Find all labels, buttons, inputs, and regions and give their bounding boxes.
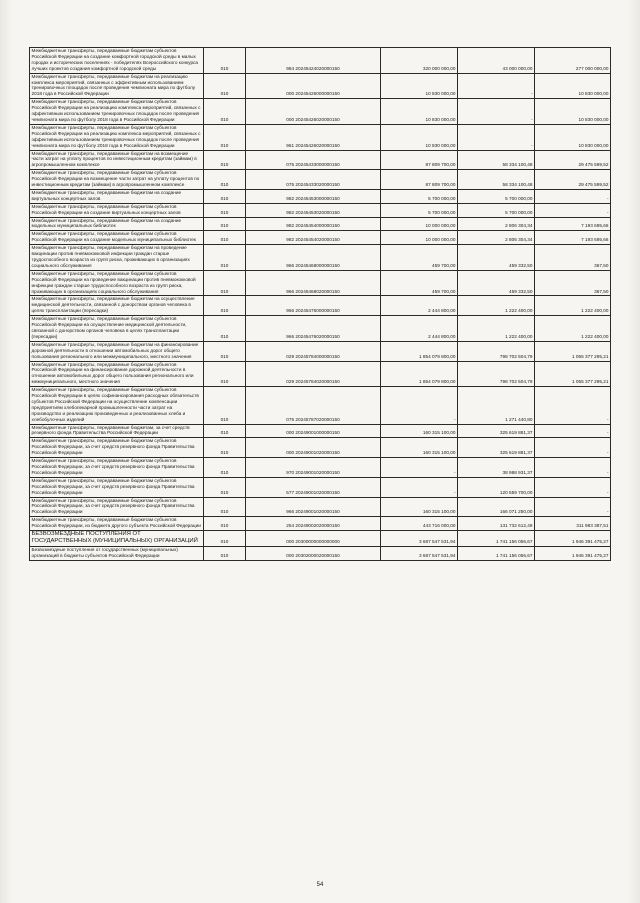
row-executed-value: 1 222 400,00 — [458, 316, 535, 342]
table-row — [30, 477, 611, 497]
row-unexecuted-value: 10 830 000,00 — [535, 73, 611, 99]
row-unexecuted-value: - — [535, 424, 611, 438]
row-executed-value: 2 806 304,34 — [458, 231, 535, 245]
table-row — [30, 217, 611, 231]
table-row — [30, 517, 611, 531]
row-executed-value: - — [458, 124, 535, 150]
row-name: Межбюджетные трансферты, передаваемые бюджетам на возмещение части затрат на уплату процентов по инвестиционным кредитам (займам) в агропромышленном комплексе — [30, 150, 204, 170]
row-line-code: 010 — [204, 296, 246, 316]
row-approved-value: 320 000 000,00 — [381, 48, 458, 74]
table-row — [30, 424, 611, 438]
row-executed-value: 120 559 700,00 — [458, 477, 535, 497]
row-line-code: 010 — [204, 270, 246, 296]
row-executed-value: 798 702 504,79 — [458, 361, 535, 387]
row-executed-value: 1 741 156 056,67 — [458, 531, 535, 547]
row-budget-code: 982 20245454000000150 — [246, 217, 381, 231]
row-executed-value: 5 700 000,00 — [458, 203, 535, 217]
row-line-code: 010 — [204, 546, 246, 560]
row-unexecuted-value: - — [535, 477, 611, 497]
row-budget-code: 029 20245784020000150 — [246, 361, 381, 387]
row-executed-value: 166 071 250,00 — [458, 497, 535, 517]
row-budget-code: 966 20245468020000150 — [246, 270, 381, 296]
row-line-code: 010 — [204, 73, 246, 99]
table-row — [30, 150, 611, 170]
row-approved-value: 2 444 800,00 — [381, 296, 458, 316]
row-line-code: 010 — [204, 170, 246, 190]
row-approved-value: 160 315 100,00 — [381, 424, 458, 438]
row-unexecuted-value: 1 946 391 475,27 — [535, 546, 611, 560]
row-line-code: 010 — [204, 438, 246, 458]
row-name: Межбюджетные трансферты, передаваемые бюджетам, за счет средств резервного фонда Правительства Российской Федерации — [30, 424, 204, 438]
row-approved-value: 160 315 100,00 — [381, 497, 458, 517]
row-line-code: 010 — [204, 124, 246, 150]
row-name: Межбюджетные трансферты, передаваемые бюджетам субъектов Российской Федерации на создание комфортной городской среды в малых городах и исторических поселениях - победителях Всероссийского конкурса лучших проектов создания комфортной городской среды — [30, 48, 204, 74]
row-budget-code: 577 20249001020000150 — [246, 477, 381, 497]
row-name: Межбюджетные трансферты, передаваемые бюджетам на проведение вакцинации против пневмококковой инфекции граждан старше трудоспособного возраста из групп риска, проживающих в организациях социального обслуживания — [30, 245, 204, 271]
row-executed-value: 131 732 612,49 — [458, 517, 535, 531]
row-approved-value: - — [381, 477, 458, 497]
row-name: Межбюджетные трансферты, передаваемые бюджетам субъектов Российской Федерации, за счет средств резервного фонда Правительства Российской Федерации — [30, 477, 204, 497]
table-row — [30, 546, 611, 560]
row-unexecuted-value: - — [535, 189, 611, 203]
row-executed-value: - — [458, 99, 535, 125]
row-approved-value: 443 716 000,00 — [381, 517, 458, 531]
row-budget-code: 966 20245476020000150 — [246, 316, 381, 342]
row-name: Межбюджетные трансферты, передаваемые бюджетам субъектов Российской Федерации на создание модельных муниципальных библиотек — [30, 231, 204, 245]
row-approved-value: 10 830 000,00 — [381, 99, 458, 125]
row-budget-code: 970 20249001020000150 — [246, 458, 381, 478]
row-budget-code: 254 20249002020000150 — [246, 517, 381, 531]
row-unexecuted-value: 10 830 000,00 — [535, 99, 611, 125]
row-unexecuted-value: 7 193 695,66 — [535, 231, 611, 245]
row-name: Межбюджетные трансферты, передаваемые бюджетам субъектов Российской Федерации, из бюджета другого субъекта Российской Федерации — [30, 517, 204, 531]
table-row — [30, 231, 611, 245]
row-approved-value: 3 687 547 531,94 — [381, 546, 458, 560]
row-unexecuted-value: - — [535, 458, 611, 478]
row-executed-value: 1 741 156 056,67 — [458, 546, 535, 560]
row-budget-code: 000 20249001020000150 — [246, 438, 381, 458]
row-name: Межбюджетные трансферты, передаваемые бюджетам субъектов Российской Федерации, за счет средств резервного фонда Правительства Российской Федерации — [30, 438, 204, 458]
row-unexecuted-value: - — [535, 497, 611, 517]
row-unexecuted-value: 367,50 — [535, 245, 611, 271]
row-line-code: 010 — [204, 361, 246, 387]
row-line-code: 010 — [204, 316, 246, 342]
row-name: Межбюджетные трансферты, передаваемые бюджетам субъектов Российской Федерации на реализацию комплекса мероприятий, связанных с эффективным использованием тренировочных площадок после проведения чемпионата мира по футболу 2018 года в Российской Федерации — [30, 124, 204, 150]
row-unexecuted-value: 1 055 377 295,21 — [535, 361, 611, 387]
table-row — [30, 296, 611, 316]
row-name: БЕЗВОЗМЕЗДНЫЕ ПОСТУПЛЕНИЯ ОТ ГОСУДАРСТВЕННЫХ (МУНИЦИПАЛЬНЫХ) ОРГАНИЗАЦИЙ — [30, 531, 204, 547]
row-name: Межбюджетные трансферты, передаваемые бюджетам на создание виртуальных концертных залов — [30, 189, 204, 203]
row-line-code: 010 — [204, 245, 246, 271]
table-row — [30, 497, 611, 517]
row-approved-value: 1 854 079 800,00 — [381, 341, 458, 361]
row-budget-code: 000 20249001000000150 — [246, 424, 381, 438]
row-unexecuted-value: 1 946 391 475,27 — [535, 531, 611, 547]
row-budget-code: 982 20245453000000150 — [246, 189, 381, 203]
row-line-code: 010 — [204, 217, 246, 231]
table-body — [30, 48, 611, 561]
table-row — [30, 48, 611, 74]
row-name: Межбюджетные трансферты, передаваемые бюджетам субъектов Российской Федерации, за счет средств резервного фонда Правительства Российской Федерации — [30, 497, 204, 517]
page-number: 54 — [316, 882, 324, 888]
row-approved-value: 160 315 100,00 — [381, 438, 458, 458]
row-budget-code: 000 20302000020000150 — [246, 546, 381, 560]
row-name: Межбюджетные трансферты, передаваемые бюджетам субъектов Российской Федерации на осуществление медицинской деятельности, связанной с донорством органов человека в целях трансплантации (пересадки) — [30, 316, 204, 342]
row-line-code: 010 — [204, 458, 246, 478]
row-unexecuted-value: 1 222 400,00 — [535, 316, 611, 342]
row-budget-code: 984 20245424020000150 — [246, 48, 381, 74]
row-budget-code: 029 20245784000000150 — [246, 341, 381, 361]
budget-execution-table — [29, 47, 611, 561]
row-approved-value: 10 000 000,00 — [381, 231, 458, 245]
row-budget-code: 000 20245426020000150 — [246, 99, 381, 125]
row-approved-value: 87 809 700,00 — [381, 150, 458, 170]
row-name: Межбюджетные трансферты, передаваемые бюджетам на создание модельных муниципальных библиотек — [30, 217, 204, 231]
row-executed-value: - — [458, 73, 535, 99]
row-approved-value: 2 444 800,00 — [381, 316, 458, 342]
row-executed-value: 38 988 931,37 — [458, 458, 535, 478]
row-approved-value: 3 687 547 531,94 — [381, 531, 458, 547]
row-approved-value: 5 700 000,00 — [381, 203, 458, 217]
row-executed-value: 325 619 881,37 — [458, 424, 535, 438]
table-row — [30, 438, 611, 458]
row-executed-value: 459 332,50 — [458, 245, 535, 271]
row-unexecuted-value: - — [535, 438, 611, 458]
row-executed-value: 5 700 000,00 — [458, 189, 535, 203]
row-executed-value: 1 222 400,00 — [458, 296, 535, 316]
row-approved-value: 5 700 000,00 — [381, 189, 458, 203]
row-line-code: 010 — [204, 517, 246, 531]
row-unexecuted-value: 29 475 599,52 — [535, 150, 611, 170]
row-executed-value: 798 702 504,79 — [458, 341, 535, 361]
row-executed-value: 43 000 000,00 — [458, 48, 535, 74]
row-budget-code: 075 20245433020000150 — [246, 170, 381, 190]
row-budget-code: 000 20300000000000000 — [246, 531, 381, 547]
row-line-code: 010 — [204, 497, 246, 517]
row-line-code: 010 — [204, 477, 246, 497]
row-name: Межбюджетные трансферты, передаваемые бюджетам субъектов Российской Федерации, за счет средств резервного фонда Правительства Российской Федерации — [30, 458, 204, 478]
row-budget-code: 961 20245426020000150 — [246, 124, 381, 150]
table-row — [30, 203, 611, 217]
row-approved-value: 10 830 000,00 — [381, 124, 458, 150]
row-line-code: 010 — [204, 531, 246, 547]
row-unexecuted-value: 10 830 000,00 — [535, 124, 611, 150]
row-approved-value: - — [381, 458, 458, 478]
row-name: Межбюджетные трансферты, передаваемые бюджетам на осуществление медицинской деятельности, связанной с донорством органов человека в целях трансплантации (пересадки) — [30, 296, 204, 316]
row-name: Межбюджетные трансферты, передаваемые бюджетам субъектов Российской Федерации на создание виртуальных концертных залов — [30, 203, 204, 217]
row-unexecuted-value: 277 000 000,00 — [535, 48, 611, 74]
row-line-code: 010 — [204, 341, 246, 361]
table-row — [30, 458, 611, 478]
table-row — [30, 170, 611, 190]
row-name: Межбюджетные трансферты, передаваемые бюджетам субъектов Российской Федерации на финансирование дорожной деятельности в отношении автомобильных дорог общего пользования регионального или межмуниципального, местного значения — [30, 361, 204, 387]
table-row — [30, 361, 611, 387]
row-unexecuted-value: 367,50 — [535, 270, 611, 296]
row-line-code: 010 — [204, 387, 246, 424]
row-budget-code: 966 20245476000000150 — [246, 296, 381, 316]
table-row — [30, 124, 611, 150]
row-line-code: 010 — [204, 189, 246, 203]
row-line-code: 010 — [204, 150, 246, 170]
row-unexecuted-value: 1 055 377 295,21 — [535, 341, 611, 361]
row-line-code: 010 — [204, 424, 246, 438]
row-name: Межбюджетные трансферты, передаваемые бюджетам субъектов Российской Федерации на реализацию комплекса мероприятий, связанных с эффективным использованием тренировочных площадок после проведения чемпионата мира по футболу 2018 года в Российской Федерации — [30, 99, 204, 125]
row-budget-code: 075 20245433000000150 — [246, 150, 381, 170]
row-executed-value: 58 334 100,48 — [458, 170, 535, 190]
row-approved-value: 459 700,00 — [381, 270, 458, 296]
row-executed-value: 1 271 440,80 — [458, 387, 535, 424]
table-row — [30, 341, 611, 361]
table-row — [30, 245, 611, 271]
row-name: Безвозмездные поступления от государственных (муниципальных) организаций в бюджеты субъектов Российской Федерации — [30, 546, 204, 560]
row-executed-value: 2 806 304,34 — [458, 217, 535, 231]
row-budget-code: 966 20245468000000150 — [246, 245, 381, 271]
table-row — [30, 387, 611, 424]
row-name: Межбюджетные трансферты, передаваемые бюджетам на финансирование дорожной деятельности в отношении автомобильных дорог общего пользования регионального или межмуниципального, местного значения — [30, 341, 204, 361]
row-budget-code: 982 20245454020000150 — [246, 231, 381, 245]
table-row — [30, 189, 611, 203]
row-budget-code: 075 20245787020000150 — [246, 387, 381, 424]
row-name: Межбюджетные трансферты, передаваемые бюджетам субъектов Российской Федерации на проведение вакцинации против пневмококковой инфекции граждан старше трудоспособного возраста из групп риска, проживающих в организациях социального обслуживания — [30, 270, 204, 296]
table-row — [30, 316, 611, 342]
row-unexecuted-value: 1 222 400,00 — [535, 296, 611, 316]
row-approved-value: 1 854 079 800,00 — [381, 361, 458, 387]
row-unexecuted-value: 311 983 387,51 — [535, 517, 611, 531]
row-approved-value: - — [381, 387, 458, 424]
row-budget-code: 000 20245426000000150 — [246, 73, 381, 99]
row-unexecuted-value: - — [535, 387, 611, 424]
table-row — [30, 73, 611, 99]
table-row — [30, 531, 611, 547]
row-line-code: 010 — [204, 231, 246, 245]
row-line-code: 010 — [204, 48, 246, 74]
row-line-code: 010 — [204, 99, 246, 125]
row-budget-code: 966 20249001020000150 — [246, 497, 381, 517]
row-approved-value: 10 830 000,00 — [381, 73, 458, 99]
row-approved-value: 10 000 000,00 — [381, 217, 458, 231]
row-unexecuted-value: 7 193 695,66 — [535, 217, 611, 231]
row-executed-value: 459 332,50 — [458, 270, 535, 296]
row-name: Межбюджетные трансферты, передаваемые бюджетам на реализацию комплекса мероприятий, связанных с эффективным использованием тренировочных площадок после проведения чемпионата мира по футболу 2018 года в Российской Федерации — [30, 73, 204, 99]
row-unexecuted-value: - — [535, 203, 611, 217]
row-budget-code: 982 20245453020000150 — [246, 203, 381, 217]
row-line-code: 010 — [204, 203, 246, 217]
table-row — [30, 99, 611, 125]
row-approved-value: 87 809 700,00 — [381, 170, 458, 190]
row-name: Межбюджетные трансферты, передаваемые бюджетам субъектов Российской Федерации на возмещение части затрат на уплату процентов по инвестиционным кредитам (займам) в агропромышленном комплексе — [30, 170, 204, 190]
row-name: Межбюджетные трансферты, передаваемые бюджетам субъектов Российской Федерации в целях софинансирования расходных обязательств субъектов Российской Федерации на осуществление компенсации предприятиям хлебопекарной промышленности части затрат на производство и реализацию произведенных и реализованных хлеба и хлебобулочных изделий — [30, 387, 204, 424]
row-executed-value: 325 619 881,37 — [458, 438, 535, 458]
table-row — [30, 270, 611, 296]
row-unexecuted-value: 29 475 599,52 — [535, 170, 611, 190]
row-approved-value: 459 700,00 — [381, 245, 458, 271]
row-executed-value: 58 334 100,48 — [458, 150, 535, 170]
